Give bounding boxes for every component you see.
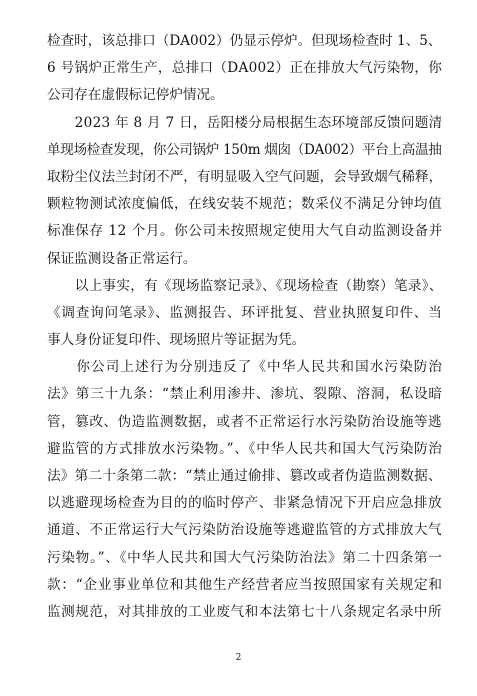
text-line: 取粉尘仪法兰封闭不严，有明显吸入空气问题，会导致烟气稀释， [47, 168, 443, 185]
text-line: 事人身份证复印件、现场照片等证据为凭。 [47, 332, 306, 349]
text-line: 以逃避现场检查为目的的临时停产、非紧急情况下开启应急排放 [47, 495, 443, 512]
text-line: 你公司上述行为分别违反了《中华人民共和国水污染防治 [47, 359, 444, 376]
text-line: 法》第三十九条：“禁止利用渗井、渗坑、裂隙、溶洞，私设暗 [47, 386, 443, 403]
text-line: 以上事实，有《现场监察记录》、《现场检查（勘察）笔录》、 [47, 277, 443, 294]
body-text [47, 28, 442, 626]
text-line: 保证监测设备正常运行。 [47, 250, 197, 267]
text-line: 监测规范，对其排放的工业废气和本法第七十八条规定名录中所 [47, 603, 443, 620]
text-line: 污染物。”、《中华人民共和国大气污染防治法》第二十四条第一 [47, 549, 443, 566]
text-line: 标准保存 12 个月。你公司未按照规定使用大气自动监测设备并 [47, 223, 443, 240]
text-line: 公司存在虚假标记停炉情况。 [47, 87, 224, 104]
text-line: 《调查询问笔录》、监测报告、环评批复、营业执照复印件、当 [47, 304, 443, 321]
text-line: 2023 年 8 月 7 日，岳阳楼分局根据生态环境部反馈问题清 [47, 114, 443, 131]
page-number: 2 [235, 653, 242, 663]
text-line: 通道、不正常运行大气污染防治设施等逃避监管的方式排放大气 [47, 522, 443, 539]
text-line: 颗粒物测试浓度偏低，在线安装不规范；数采仪不满足分钟均值 [47, 196, 443, 213]
text-line: 法》第二十条第二款：“禁止通过偷排、篡改或者伪造监测数据、 [47, 468, 442, 484]
text-line: 单现场检查发现，你公司锅炉 150m 烟囱（DA002）平台上高温抽 [47, 141, 442, 158]
text-line: 避监管的方式排放水污染物。”、《中华人民共和国大气污染防治 [47, 440, 443, 457]
text-line: 款：“企业事业单位和其他生产经营者应当按照国家有关规定和 [47, 576, 443, 593]
text-line: 管，篡改、伪造监测数据，或者不正常运行水污染防治设施等逃 [47, 413, 443, 430]
text-line: 检查时，该总排口（DA002）仍显示停炉。但现场检查时 1、5、 [47, 33, 442, 49]
text-line: 6 号锅炉正常生产，总排口（DA002）正在排放大气污染物，你 [47, 60, 443, 77]
